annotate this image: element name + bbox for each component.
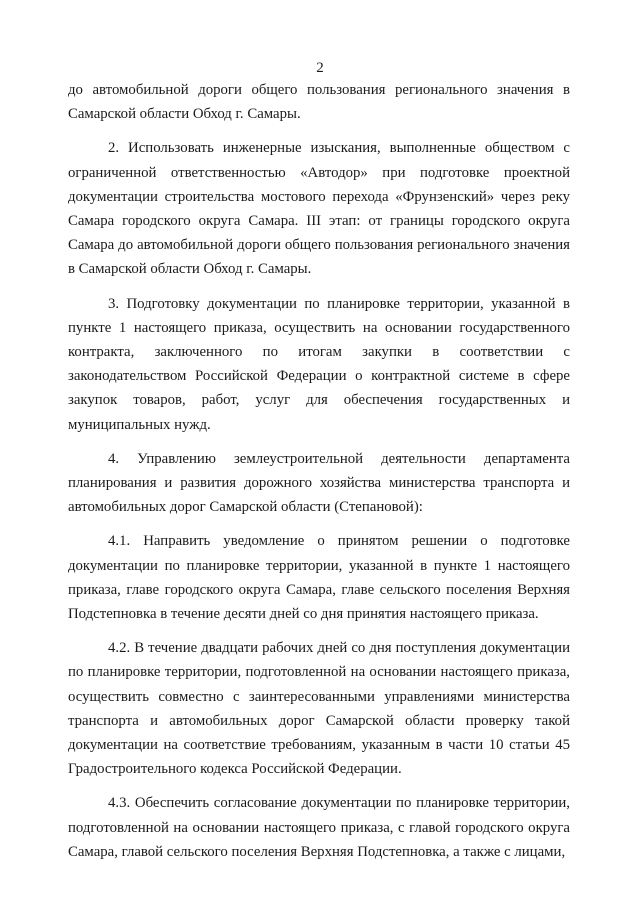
paragraph-item-4-2: 4.2. В течение двадцати рабочих дней со дня поступления документации по планировке территории, подготовленной на основании настоящего приказа, осуществить совместно с заинтересованными управлениями министерства транспорта и автомобильных дорог Самарской области проверку такой документации на соответствие требованиям, указанным в части 10 статьи 45 Градостроительного кодекса Российской Федерации. [68, 640, 570, 778]
page-number: 2 [316, 60, 324, 76]
document-body [68, 78, 570, 874]
paragraph-item-2: 2. Использовать инженерные изыскания, выполненные обществом с ограниченной ответственностью «Автодор» при подготовке проектной документации строительства мостового перехода «Фрунзенский» через реку Самара городского округа Самара. III этап: от границы городского округа Самара до автомобильной дороги общего пользования регионального значения в Самарской области Обход г. Самары. [68, 140, 570, 278]
paragraph-item-4-3: 4.3. Обеспечить согласование документации по планировке территории, подготовленной на основании настоящего приказа, с главой городского округа Самара, главой сельского поселения Верхняя Подстепновка, а также с лицами, [68, 795, 570, 860]
paragraph-item-4-1: 4.1. Направить уведомление о принятом решении о подготовке документации по планировке территории, указанной в пункте 1 настоящего приказа, главе городского округа Самара, главе сельского поселения Верхняя Подстепновка в течение десяти дней со дня принятия настоящего приказа. [68, 533, 570, 623]
paragraph-item-3: 3. Подготовку документации по планировке территории, указанной в пункте 1 настоящего приказа, осуществить на основании государственного контракта, заключенного по итогам закупки в соответствии с законодательством Российской Федерации о контрактной системе в сфере закупок товаров, работ, услуг для обеспечения государственных и муниципальных нужд. [68, 295, 570, 433]
paragraph-continuation: до автомобильной дороги общего пользования регионального значения в Самарской области Обход г. Самары. [68, 82, 570, 123]
paragraph-item-4: 4. Управлению землеустроительной деятельности департамента планирования и развития дорожного хозяйства министерства транспорта и автомобильных дорог Самарской области (Степановой): [68, 450, 570, 516]
